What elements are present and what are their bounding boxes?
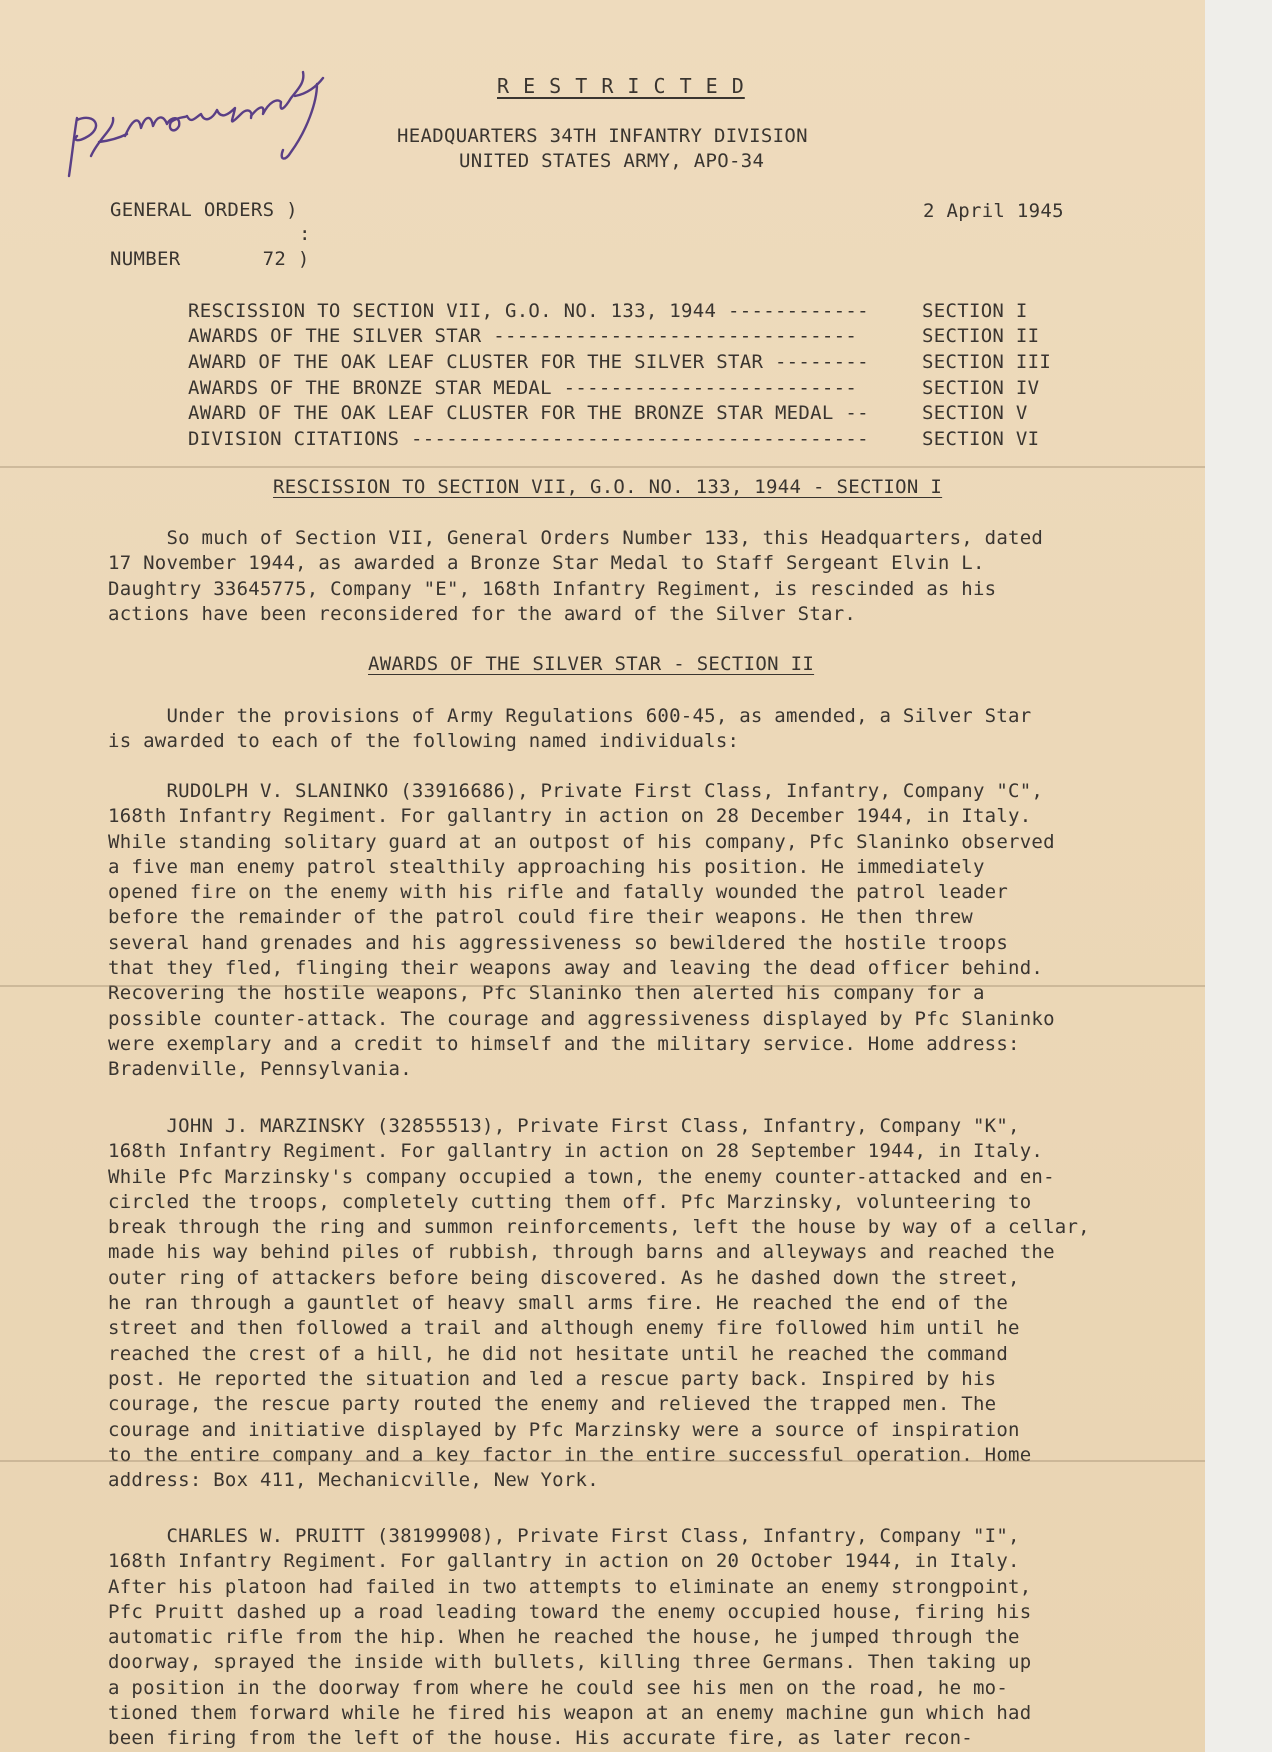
body-line: CHARLES W. PRUITT (38199908), Private First Class, Infantry, Company "I", bbox=[108, 1525, 1020, 1547]
body-line: reached the crest of a hill, he did not hesitate until he reached the command bbox=[108, 1342, 1009, 1365]
body-line: RUDOLPH V. SLANINKO (33916686), Private First Class, Infantry, Company "C", bbox=[108, 780, 1044, 802]
body-line: 168th Infantry Regiment. For gallantry in action on 20 October 1944, in Italy. bbox=[108, 1550, 1020, 1573]
body-line: courage, the rescue party routed the enemy and relieved the trapped men. The bbox=[108, 1393, 997, 1416]
body-line: So much of Section VII, General Orders Number 133, this Headquarters, dated bbox=[108, 527, 1044, 549]
body-line: Under the provisions of Army Regulations 600-45, as amended, a Silver Star bbox=[108, 705, 1032, 727]
body-line: street and then followed a trail and although enemy fire followed him until he bbox=[108, 1317, 1020, 1340]
contents-title: AWARD OF THE OAK LEAF CLUSTER FOR THE BRONZE STAR MEDAL -- bbox=[188, 402, 869, 424]
body-line: After his platoon had failed in two attempts to eliminate an enemy strongpoint, bbox=[108, 1575, 1032, 1598]
citation-slaninko bbox=[108, 779, 1138, 1083]
citation-marzinsky bbox=[108, 1114, 1138, 1493]
body-line: doorway, sprayed the inside with bullets, killing three Germans. Then taking up bbox=[108, 1651, 1032, 1674]
contents-title: AWARDS OF THE BRONZE STAR MEDAL ------------------------- bbox=[188, 377, 858, 399]
body-line: a five man enemy patrol stealthily approaching his position. He immediately bbox=[108, 855, 985, 878]
fold-crease bbox=[0, 985, 1205, 987]
body-line: made his way behind piles of rubbish, through barns and alleyways and reached the bbox=[108, 1241, 1055, 1264]
body-line: Bradenville, Pennsylvania. bbox=[108, 1058, 412, 1081]
body-line: 17 November 1944, as awarded a Bronze Star Medal to Staff Sergeant Elvin L. bbox=[108, 552, 985, 575]
body-line: is awarded to each of the following named individuals: bbox=[108, 730, 740, 753]
contents-title: RESCISSION TO SECTION VII, G.O. NO. 133, 1944 ------------ bbox=[188, 300, 869, 322]
body-line: tioned them forward while he fired his weapon at an enemy machine gun which had bbox=[108, 1702, 1032, 1725]
section-2-heading: AWARDS OF THE SILVER STAR - SECTION II bbox=[368, 653, 815, 675]
body-line: opened fire on the enemy with his rifle and fatally wounded the patrol leader bbox=[108, 881, 1009, 904]
contents-section: SECTION I bbox=[922, 300, 1028, 322]
contents-title: AWARDS OF THE SILVER STAR ------------------------------- bbox=[188, 325, 858, 347]
body-line: a position in the doorway from where he could see his men on the road, he mo- bbox=[108, 1676, 1009, 1699]
army-line: UNITED STATES ARMY, APO-34 bbox=[459, 150, 765, 172]
body-line: several hand grenades and his aggressiveness so bewildered the hostile troops bbox=[108, 931, 1009, 954]
body-line: While Pfc Marzinsky's company occupied a town, the enemy counter-attacked and en- bbox=[108, 1165, 1055, 1188]
citation-pruitt bbox=[108, 1524, 1138, 1752]
body-line: circled the troops, completely cutting them off. Pfc Marzinsky, volunteering to bbox=[108, 1190, 1032, 1213]
body-line: Daughtry 33645775, Company "E", 168th Infantry Regiment, is rescinded as his bbox=[108, 577, 997, 600]
headquarters-line: HEADQUARTERS 34TH INFANTRY DIVISION bbox=[397, 125, 808, 147]
contents-section: SECTION III bbox=[922, 351, 1052, 373]
body-line: courage and initiative displayed by Pfc Marzinsky were a source of inspiration bbox=[108, 1418, 1020, 1441]
body-line: before the remainder of the patrol could fire their weapons. He then threw bbox=[108, 906, 973, 929]
body-line: break through the ring and summon reinforcements, left the house by way of a cellar, bbox=[108, 1216, 1090, 1239]
body-line: to the entire company and a key factor in the entire successful operation. Home bbox=[108, 1443, 1032, 1466]
body-line: While standing solitary guard at an outpost of his company, Pfc Slaninko observed bbox=[108, 830, 1055, 853]
section-2-intro bbox=[108, 704, 1138, 755]
contents-section: SECTION VI bbox=[922, 428, 1040, 450]
body-line: outer ring of attackers before being discovered. As he dashed down the street, bbox=[108, 1266, 1020, 1289]
body-line: JOHN J. MARZINSKY (32855513), Private First Class, Infantry, Company "K", bbox=[108, 1115, 1020, 1137]
general-orders-label: GENERAL ORDERS ) bbox=[110, 199, 298, 221]
fold-crease bbox=[0, 1460, 1205, 1462]
order-number: NUMBER 72 ) bbox=[110, 248, 310, 270]
body-line: 168th Infantry Regiment. For gallantry in action on 28 December 1944, in Italy. bbox=[108, 805, 1032, 828]
handwritten-signature bbox=[55, 58, 395, 188]
body-line: automatic rifle from the hip. When he reached the house, he jumped through the bbox=[108, 1626, 1020, 1649]
contents-section: SECTION II bbox=[922, 325, 1040, 347]
section-1-body bbox=[108, 526, 1138, 627]
body-line: that they fled, flinging their weapons away and leaving the dead officer behind. bbox=[108, 957, 1044, 980]
body-line: actions have been reconsidered for the award of the Silver Star. bbox=[108, 602, 857, 625]
body-line: were exemplary and a credit to himself and the military service. Home address: bbox=[108, 1032, 1020, 1055]
body-line: Recovering the hostile weapons, Pfc Slaninko then alerted his company for a bbox=[108, 982, 985, 1005]
section-1-heading: RESCISSION TO SECTION VII, G.O. NO. 133, 1944 - SECTION I bbox=[273, 476, 943, 498]
body-line: possible counter-attack. The courage and aggressiveness displayed by Pfc Slaninko bbox=[108, 1007, 1055, 1030]
scan-background bbox=[1205, 0, 1272, 1752]
classification-header: R E S T R I C T E D bbox=[497, 74, 745, 98]
contents-section: SECTION IV bbox=[922, 377, 1040, 399]
body-line: address: Box 411, Mechanicville, New York. bbox=[108, 1469, 599, 1492]
contents-section: SECTION V bbox=[922, 402, 1028, 424]
body-line: been firing from the left of the house. His accurate fire, as later recon- bbox=[108, 1727, 973, 1750]
order-colon: : bbox=[299, 223, 311, 245]
body-line: 168th Infantry Regiment. For gallantry in action on 28 September 1944, in Italy. bbox=[108, 1140, 1044, 1163]
body-line: post. He reported the situation and led a rescue party back. Inspired by his bbox=[108, 1367, 997, 1390]
contents-title: AWARD OF THE OAK LEAF CLUSTER FOR THE SILVER STAR -------- bbox=[188, 351, 869, 373]
body-line: Pfc Pruitt dashed up a road leading toward the enemy occupied house, firing his bbox=[108, 1600, 1032, 1623]
fold-crease bbox=[0, 466, 1205, 468]
body-line: he ran through a gauntlet of heavy small arms fire. He reached the end of the bbox=[108, 1292, 1009, 1315]
contents-title: DIVISION CITATIONS --------------------------------------- bbox=[188, 428, 869, 450]
order-date: 2 April 1945 bbox=[923, 200, 1064, 222]
